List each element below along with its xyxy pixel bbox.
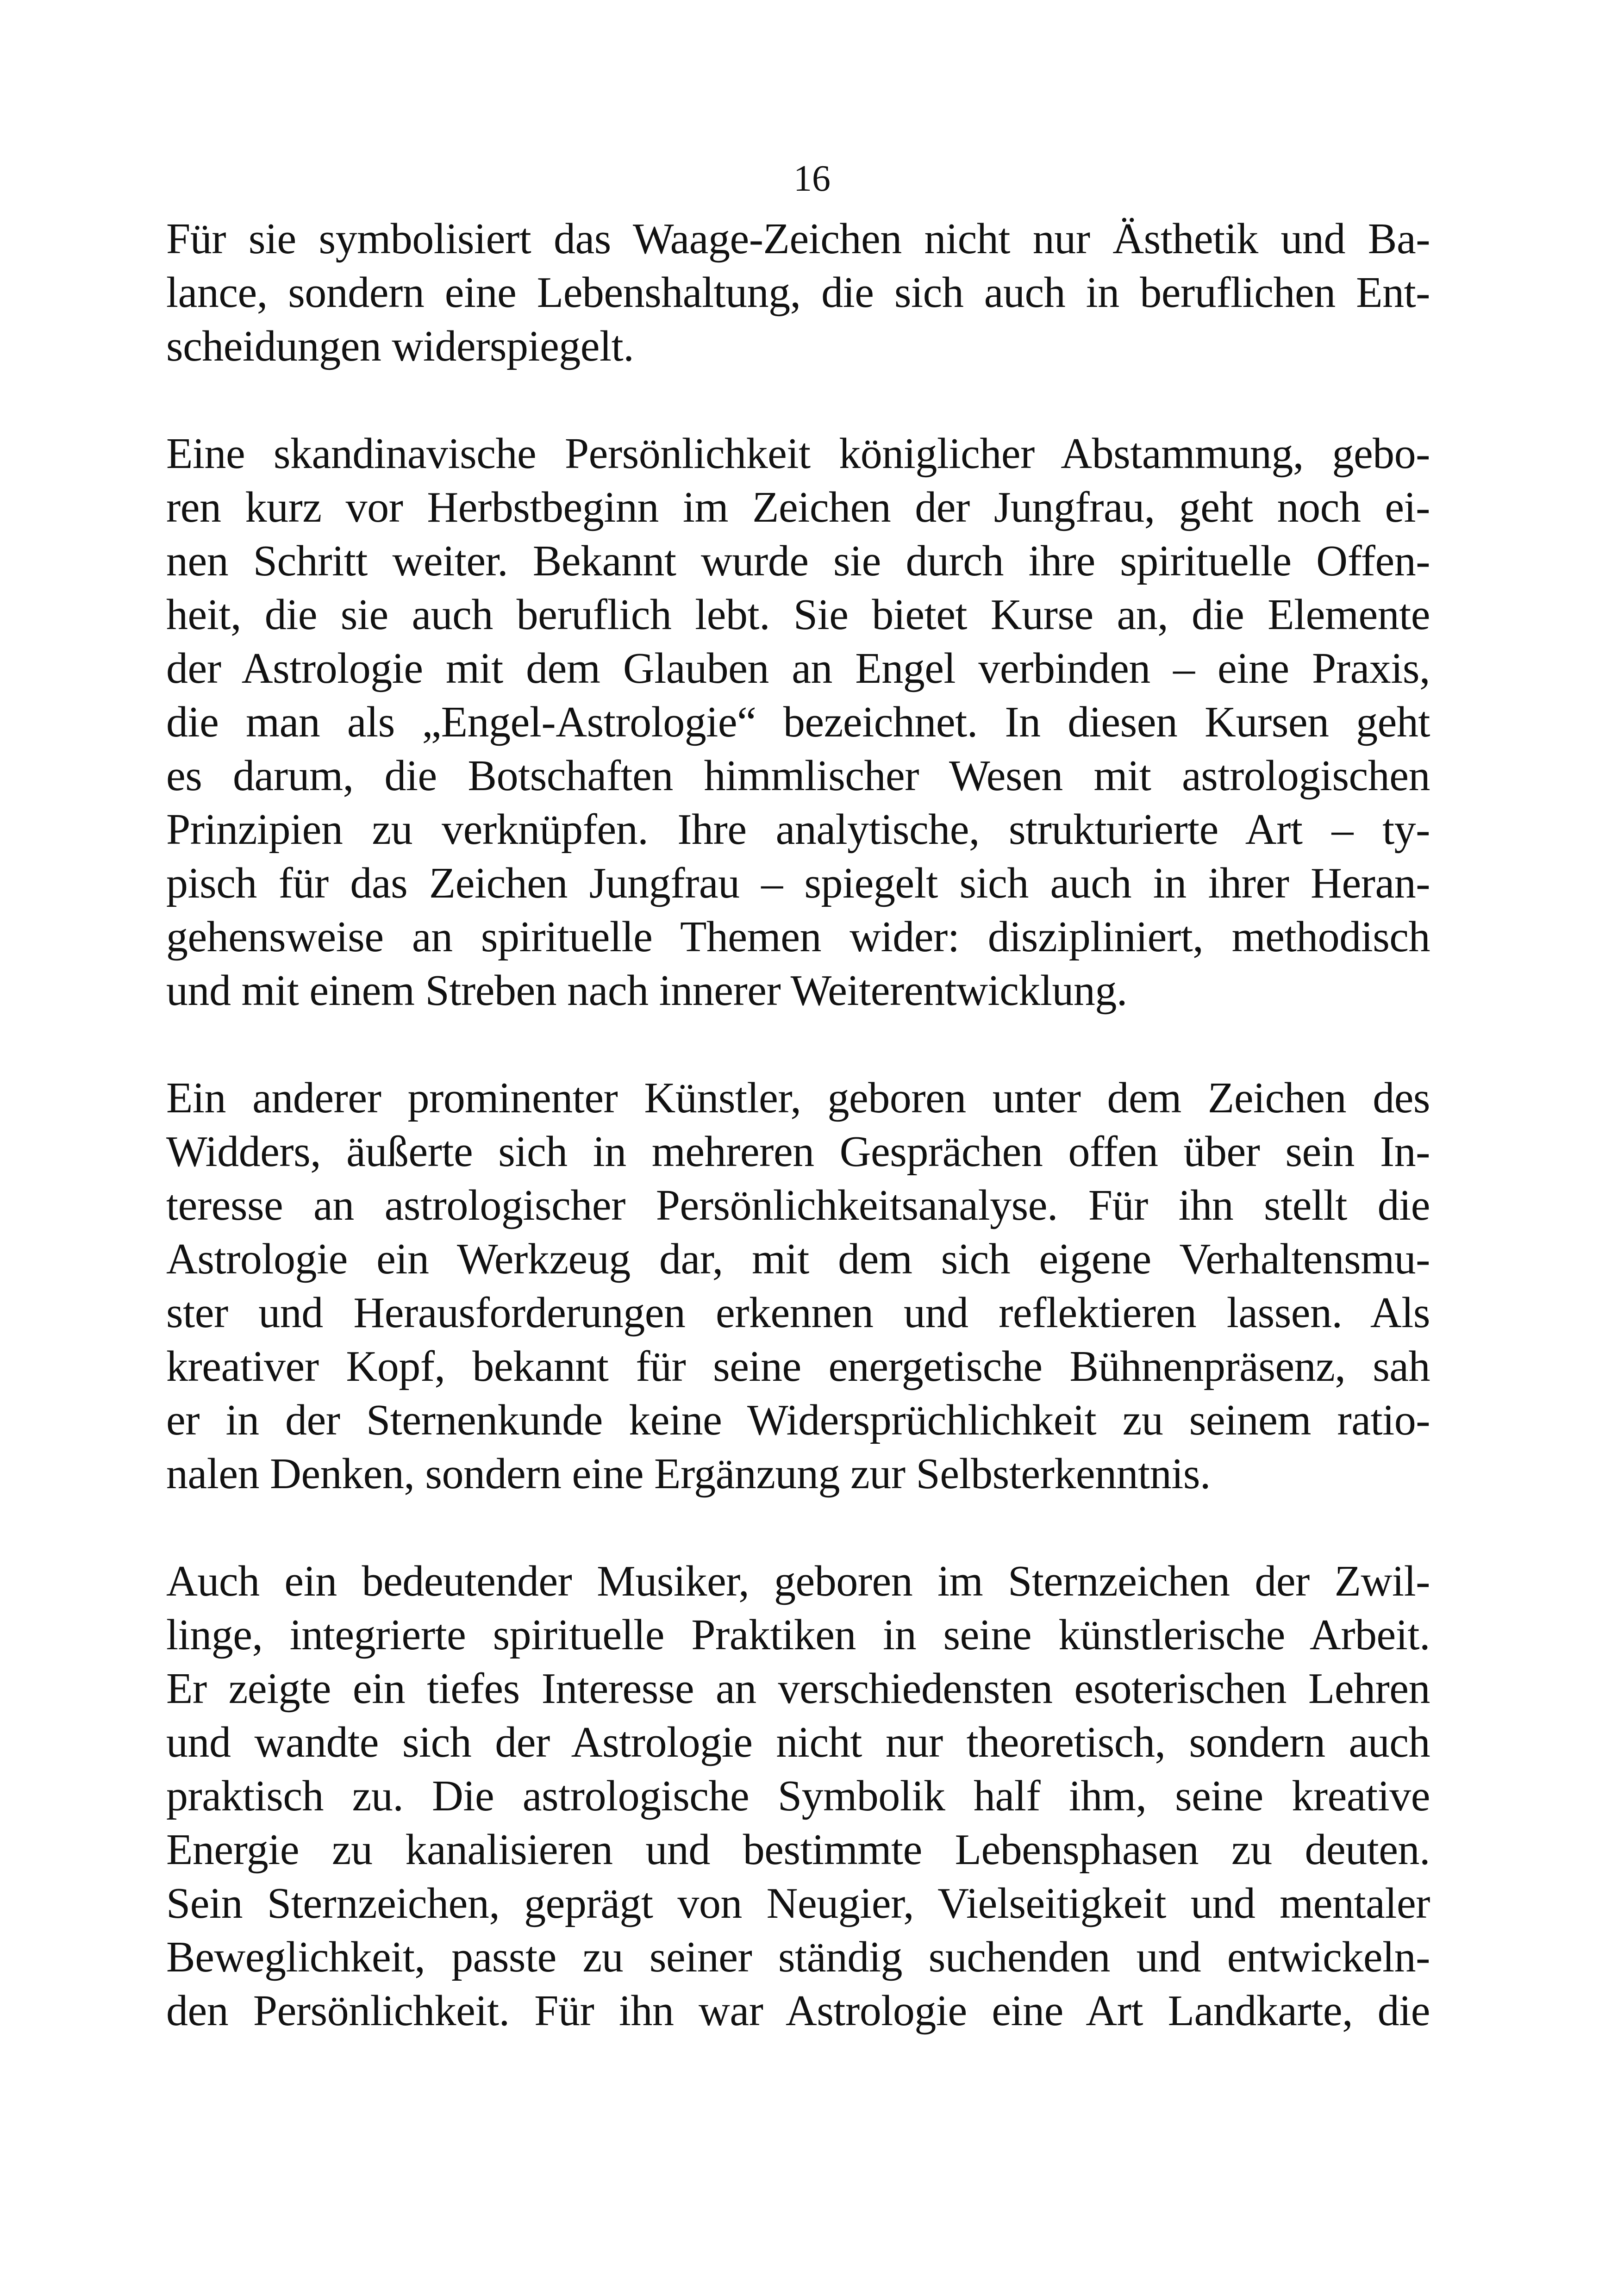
text-line: Beweglichkeit, passte zu seiner ständig suchenden und entwickeln-: [166, 1933, 1430, 1981]
paragraph-4: [166, 1554, 1430, 2038]
paragraph-3: [166, 1071, 1430, 1501]
text-line: kreativer Kopf, bekannt für seine energetische Bühnenpräsenz, sah: [166, 1342, 1430, 1391]
text-line: er in der Sternenkunde keine Widersprüchlichkeit zu seinem ratio-: [166, 1396, 1430, 1444]
text-line: und wandte sich der Astrologie nicht nur theoretisch, sondern auch: [166, 1718, 1430, 1766]
text-line: nen Schritt weiter. Bekannt wurde sie durch ihre spirituelle Offen-: [166, 537, 1430, 585]
text-line: linge, integrierte spirituelle Praktiken in seine künstlerische Arbeit.: [166, 1611, 1430, 1659]
text-line: Prinzipien zu verknüpfen. Ihre analytische, strukturierte Art – ty-: [166, 805, 1430, 854]
page-number: 16: [793, 158, 831, 199]
text-line: Sein Sternzeichen, geprägt von Neugier, Vielseitigkeit und mentaler: [166, 1879, 1430, 1927]
text-line: und mit einem Streben nach innerer Weiterentwicklung.: [166, 967, 1127, 1015]
text-line: teresse an astrologischer Persönlichkeitsanalyse. Für ihn stellt die: [166, 1181, 1430, 1229]
text-line: gehensweise an spirituelle Themen wider: diszipliniert, methodisch: [166, 913, 1430, 961]
paragraph-1: [166, 212, 1430, 373]
text-line: der Astrologie mit dem Glauben an Engel verbinden – eine Praxis,: [166, 644, 1430, 692]
text-line: den Persönlichkeit. Für ihn war Astrologie eine Art Landkarte, die: [166, 1987, 1430, 2035]
text-line: praktisch zu. Die astrologische Symbolik half ihm, seine kreative: [166, 1772, 1430, 1820]
text-line: Astrologie ein Werkzeug dar, mit dem sich eigene Verhaltensmu-: [166, 1235, 1430, 1283]
text-line: scheidungen widerspiegelt.: [166, 322, 634, 370]
text-line: ren kurz vor Herbstbeginn im Zeichen der Jungfrau, geht noch ei-: [166, 483, 1430, 531]
text-line: Er zeigte ein tiefes Interesse an verschiedensten esoterischen Lehren: [166, 1665, 1430, 1713]
text-line: Für sie symbolisiert das Waage-Zeichen nicht nur Ästhetik und Ba-: [166, 215, 1430, 263]
text-line: Eine skandinavische Persönlichkeit königlicher Abstammung, gebo-: [166, 430, 1430, 478]
paragraph-2: [166, 427, 1430, 1017]
text-line: Ein anderer prominenter Künstler, geboren unter dem Zeichen des: [166, 1074, 1430, 1122]
body-text: [166, 212, 1430, 2091]
text-line: Energie zu kanalisieren und bestimmte Lebensphasen zu deuten.: [166, 1826, 1430, 1874]
text-line: die man als „Engel-Astrologie“ bezeichnet. In diesen Kursen geht: [166, 698, 1430, 746]
text-line: Auch ein bedeutender Musiker, geboren im Sternzeichen der Zwil-: [166, 1557, 1430, 1605]
text-line: pisch für das Zeichen Jungfrau – spiegelt sich auch in ihrer Heran-: [166, 859, 1430, 907]
text-line: lance, sondern eine Lebenshaltung, die sich auch in beruflichen Ent-: [166, 268, 1430, 317]
text-line: Widders, äußerte sich in mehreren Gesprächen offen über sein In-: [166, 1128, 1430, 1176]
text-line: heit, die sie auch beruflich lebt. Sie bietet Kurse an, die Elemente: [166, 591, 1430, 639]
text-line: es darum, die Botschaften himmlischer Wesen mit astrologischen: [166, 752, 1430, 800]
text-line: nalen Denken, sondern eine Ergänzung zur Selbsterkenntnis.: [166, 1450, 1211, 1498]
text-line: ster und Herausforderungen erkennen und reflektieren lassen. Als: [166, 1289, 1430, 1337]
